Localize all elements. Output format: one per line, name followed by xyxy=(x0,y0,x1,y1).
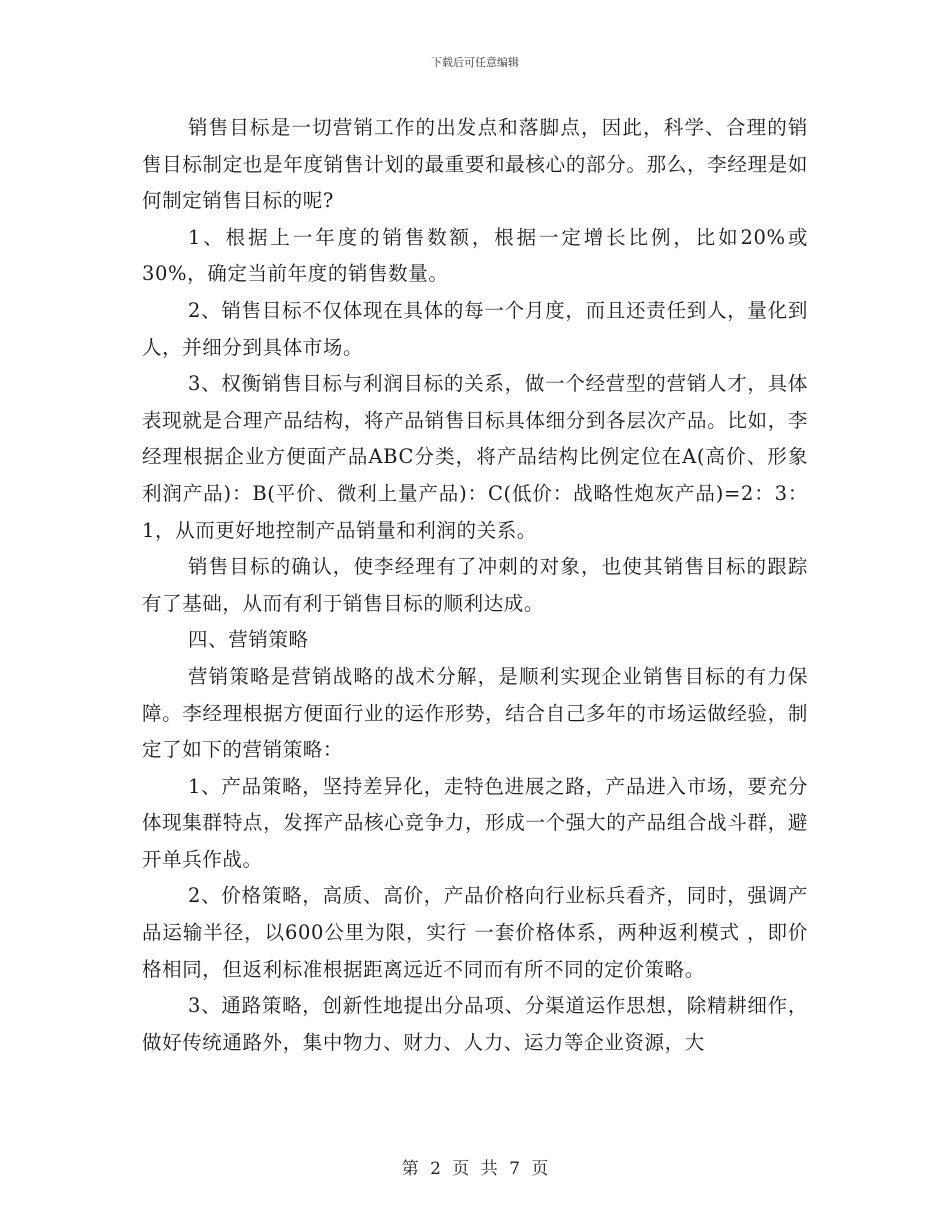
paragraph-product-strategy: 1、产品策略，坚持差异化，走特色进展之路，产品进入市场，要充分体现集群特点，发挥产品核心竞争力，形成一个强大的产品组合战斗群，避开单兵作战。 xyxy=(142,774,808,871)
page-header: 下载后可任意编辑 xyxy=(431,56,519,69)
paragraph-sales-target-intro: 销售目标是一切营销工作的出发点和落脚点，因此，科学、合理的销售目标制定也是年度销售计划的最重要和最核心的部分。那么，李经理是如何制定销售目标的呢? xyxy=(142,116,808,213)
paragraph-item-3-profit: 3、权衡销售目标与利润目标的关系，做一个经营型的营销人才，具体表现就是合理产品结构，将产品销售目标具体细分到各层次产品。比如，李经理根据企业方便面产品ABC分类，将产品结构比例定位在A(高价、形象利润产品)：B(平价、微利上量产品)：C(低价：战略性炮灰产品)=2：3：1，从而更好地控制产品销量和利润的关系。 xyxy=(142,372,808,542)
paragraph-item-1-growth: 1、根据上一年度的销售数额，根据一定增长比例，比如20%或30%，确定当前年度的销售数量。 xyxy=(142,225,808,286)
document-body xyxy=(142,110,808,1061)
page-number-footer: 第 2 页 共 7 页 xyxy=(401,1159,549,1179)
paragraph-strategy-intro: 营销策略是营销战略的战术分解，是顺利实现企业销售目标的有力保障。李经理根据方便面行业的运作形势，结合自己多年的市场运做经验，制定了如下的营销策略： xyxy=(142,664,808,762)
section-heading-marketing-strategy: 四、营销策略 xyxy=(188,628,309,652)
paragraph-channel-strategy: 3、通路策略，创新性地提出分品项、分渠道运作思想，除精耕细作，做好传统通路外，集中物力、财力、人力、运力等企业资源，大 xyxy=(142,994,808,1054)
paragraph-price-strategy: 2、价格策略，高质、高价，产品价格向行业标兵看齐，同时，强调产品运输半径，以600公里为限，实行 一套价格体系，两种返利模式 ，即价格相同，但返利标准根据距离远近不同而有所不同的定价策略。 xyxy=(142,884,808,981)
paragraph-item-2-monthly: 2、销售目标不仅体现在具体的每一个月度，而且还责任到人，量化到人，并细分到具体市场。 xyxy=(142,298,808,359)
paragraph-target-confirmation: 销售目标的确认，使李经理有了冲刺的对象，也使其销售目标的跟踪有了基础，从而有利于销售目标的顺利达成。 xyxy=(142,555,808,615)
